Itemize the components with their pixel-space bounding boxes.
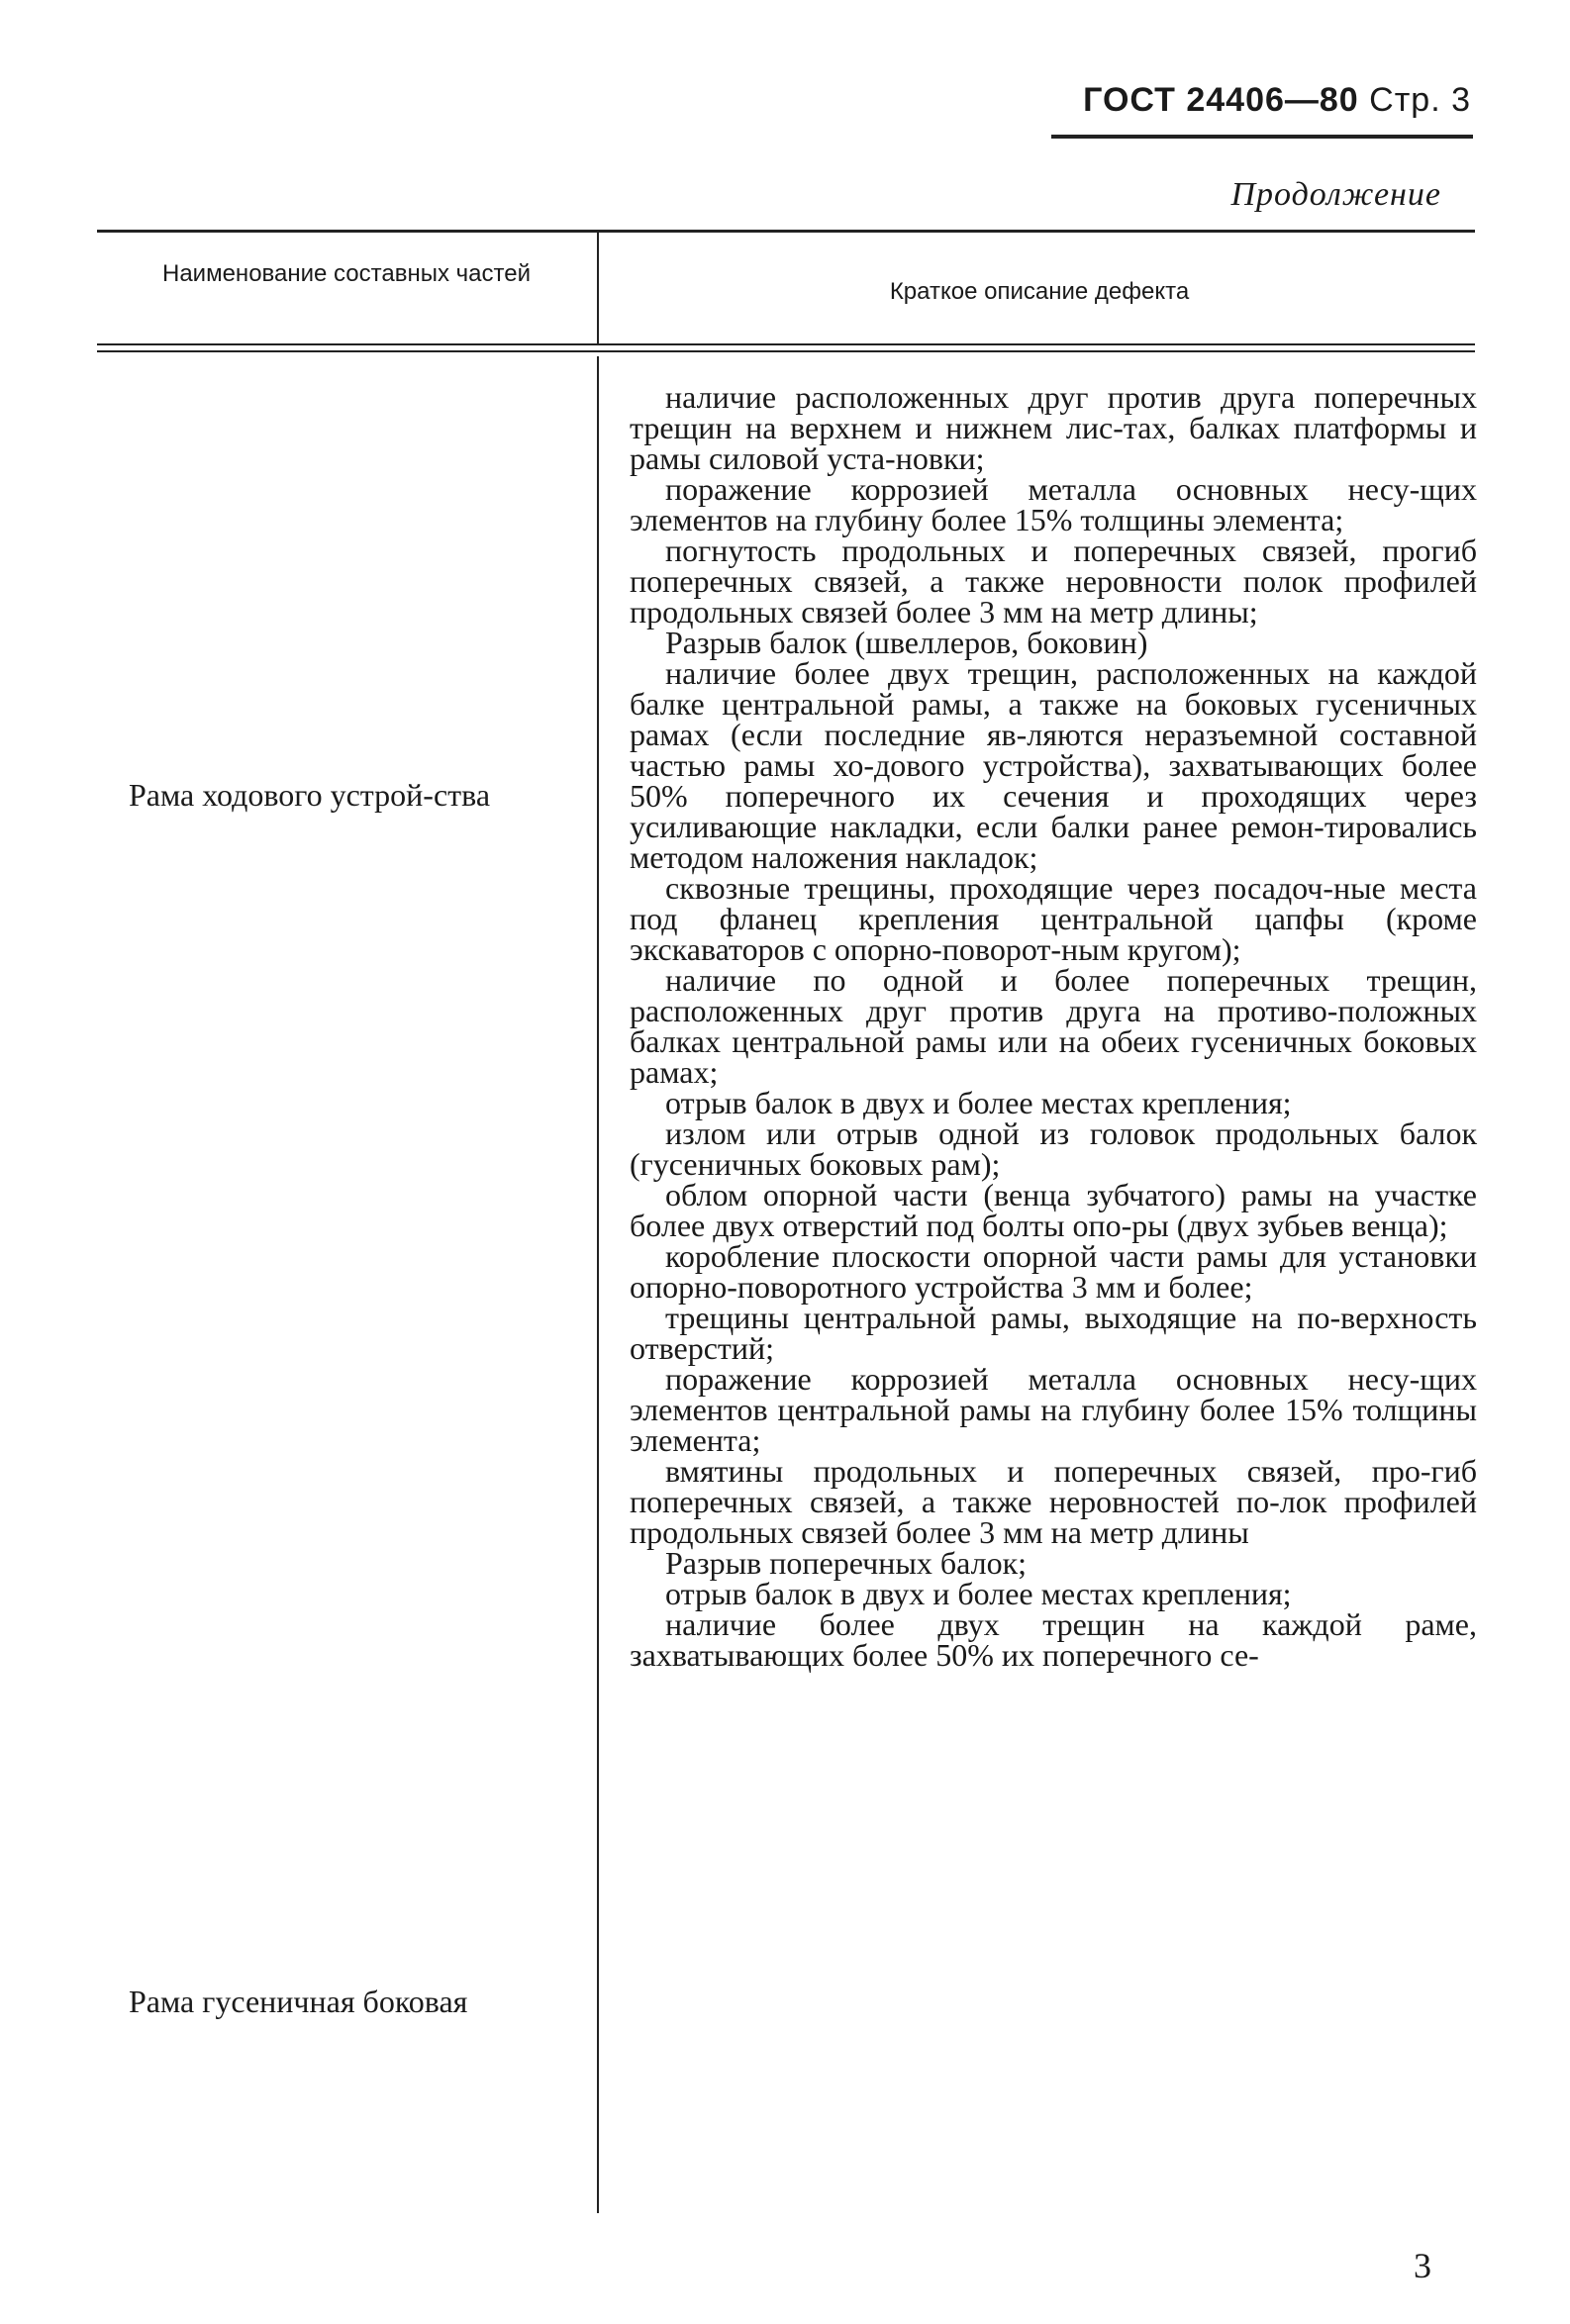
defect-item: коробление плоскости опорной части рамы для установки опорно-поворотного устройства 3 мм и более;	[630, 1238, 1477, 1305]
standard-code: ГОСТ 24406—80	[1083, 81, 1359, 119]
continuation-label: Продолжение	[1230, 176, 1441, 213]
column-header-parts: Наименование составных частей	[162, 260, 531, 287]
defect-item: наличие расположенных друг против друга поперечных трещин на верхнем и нижнем лис-тах, балках платформы и рамы силовой уста-новки;	[630, 379, 1477, 476]
defect-item: трещины центральной рамы, выходящие на по-верхность отверстий;	[630, 1300, 1477, 1366]
defect-item: Разрыв поперечных балок;	[665, 1545, 1027, 1581]
table-top-rule	[97, 230, 1475, 233]
table-header-divider	[597, 230, 599, 343]
defect-item: сквозные трещины, проходящие через посадоч-ные места под фланец крепления центральной цапфы (кроме экскаваторов с опорно-поворот-ным кругом);	[630, 870, 1477, 967]
page-number: 3	[1414, 2246, 1431, 2285]
defect-item: наличие более двух трещин на каждой раме, захватывающих более 50% их поперечного се-	[630, 1606, 1477, 1673]
defect-item: отрыв балок в двух и более местах крепления;	[665, 1085, 1292, 1120]
table-header-rule	[97, 343, 1475, 345]
part-name: Рама гусеничная боковая	[129, 1984, 468, 2019]
header-underline	[1051, 135, 1473, 139]
defect-item: поражение коррозией металла основных несу-щих элементов на глубину более 15% толщины элемента;	[630, 471, 1477, 537]
defect-item: погнутость продольных и поперечных связей, прогиб поперечных связей, а также неровности полок профилей продольных связей более 3 мм на метр длины;	[630, 533, 1477, 629]
defect-item: отрыв балок в двух и более местах крепления;	[665, 1576, 1292, 1611]
page-header	[1083, 81, 1471, 120]
table-body-divider	[597, 356, 599, 2213]
defect-item: облом опорной части (венца зубчатого) рамы на участке более двух отверстий под болты опо-ры (двух зубьев венца);	[630, 1177, 1477, 1243]
defect-item: Разрыв балок (швеллеров, боковин)	[665, 625, 1148, 660]
defect-descriptions	[630, 379, 1477, 1673]
defect-item: излом или отрыв одной из головок продольных балок (гусеничных боковых рам);	[630, 1115, 1477, 1182]
defect-item: наличие по одной и более поперечных трещин, расположенных друг против друга на противо-положных балках центральной рамы или на обеих гусеничных боковых рамах;	[630, 962, 1477, 1090]
defect-item: поражение коррозией металла основных несу-щих элементов центральной рамы на глубину более 15% толщины элемента;	[630, 1361, 1477, 1458]
defect-item: вмятины продольных и поперечных связей, про-гиб поперечных связей, а также неровностей по-лок профилей продольных связей более 3 мм на метр длины	[630, 1453, 1477, 1550]
part-name: Рама ходового устрой-ства	[129, 777, 491, 813]
column-header-defects: Краткое описание дефекта	[889, 278, 1190, 305]
page-label: Стр. 3	[1369, 81, 1471, 119]
defect-item: наличие более двух трещин, расположенных на каждой балке центральной рамы, а также на боковых гусеничных рамах (если последние яв-ляются неразъемной составной частью рамы хо-дового устройства), захватывающих более 50% поперечного их сечения и проходящих через усиливающие накладки, если балки ранее ремон-тировались методом наложения накладок;	[630, 655, 1477, 875]
table-header-rule-double	[97, 350, 1475, 352]
